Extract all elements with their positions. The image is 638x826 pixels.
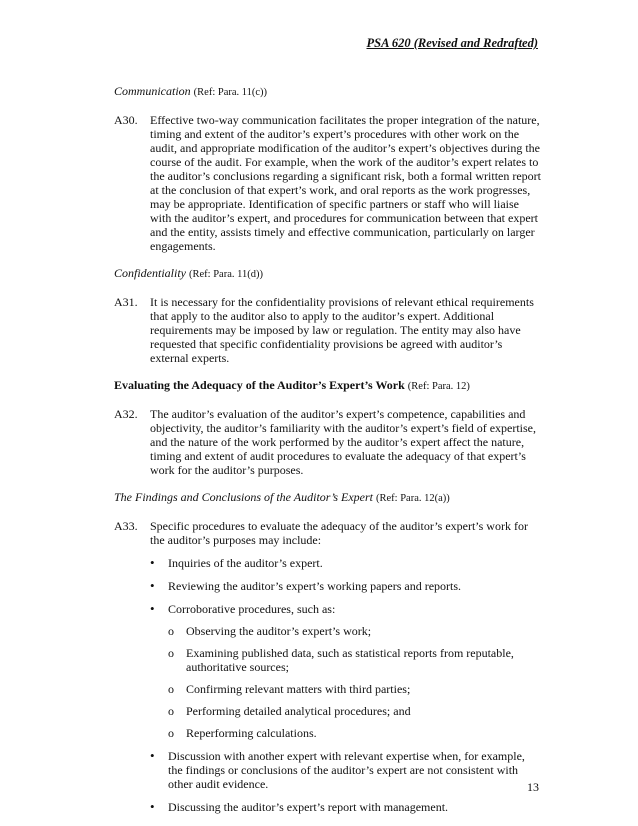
- list-item: [150, 800, 542, 814]
- list-item-text: Corroborative procedures, such as:: [168, 602, 336, 616]
- heading-title: Evaluating the Adequacy of the Auditor’s Expert’s Work: [114, 378, 405, 392]
- section-heading-findings: [114, 490, 542, 506]
- paragraph-a33: [114, 519, 542, 547]
- list-item: [150, 749, 542, 791]
- procedure-list: [150, 556, 542, 814]
- circle-bullet-icon: o: [168, 682, 174, 696]
- sub-list-item-text: Performing detailed analytical procedures; and: [186, 704, 411, 718]
- bullet-icon: •: [150, 578, 155, 593]
- sub-procedure-list: [168, 624, 542, 740]
- paragraph-text: It is necessary for the confidentiality provisions of relevant ethical requirements that apply to the auditor also to apply to the auditor’s expert. Additional requirements may be imposed by law or regulation. The entity may also have requested that specific confidentiality provisions be agreed with auditor’s external experts.: [150, 295, 534, 365]
- bullet-icon: •: [150, 748, 155, 763]
- heading-title: The Findings and Conclusions of the Auditor’s Expert: [114, 490, 374, 504]
- bullet-icon: •: [150, 555, 155, 570]
- circle-bullet-icon: o: [168, 646, 174, 660]
- sub-list-item-text: Reperforming calculations.: [186, 726, 317, 740]
- paragraph-text: The auditor’s evaluation of the auditor’s expert’s competence, capabilities and objectivity, the auditor’s familiarity with the auditor’s expert’s field of expertise, and the nature of the work performed by the auditor’s expert affect the nature, timing and extent of audit procedures to evaluate the adequacy of that expert’s work for the auditor’s purposes.: [150, 407, 537, 477]
- page-header: PSA 620 (Revised and Redrafted): [366, 36, 538, 50]
- circle-bullet-icon: o: [168, 726, 174, 740]
- section-heading-confidentiality: [114, 266, 542, 282]
- list-item: [150, 602, 542, 740]
- sub-list-item-text: Observing the auditor’s expert’s work;: [186, 624, 372, 638]
- list-item: [150, 579, 542, 593]
- sub-list-item: [168, 624, 542, 638]
- sub-list-item-text: Confirming relevant matters with third parties;: [186, 682, 411, 696]
- page-number: 13: [527, 780, 539, 794]
- list-item-text: Inquiries of the auditor’s expert.: [168, 556, 323, 570]
- sub-list-item: [168, 646, 542, 674]
- bullet-icon: •: [150, 601, 155, 616]
- paragraph-number: A32.: [114, 407, 138, 421]
- bullet-icon: •: [150, 799, 155, 814]
- sub-list-item: [168, 704, 542, 718]
- paragraph-number: A30.: [114, 113, 138, 127]
- heading-title: Communication: [114, 84, 191, 98]
- paragraph-a31: [114, 295, 542, 365]
- paragraph-a32: [114, 407, 542, 477]
- circle-bullet-icon: o: [168, 624, 174, 638]
- sub-list-item: [168, 682, 542, 696]
- section-heading-evaluating: [114, 378, 542, 394]
- sub-list-item: [168, 726, 542, 740]
- paragraph-number: A31.: [114, 295, 138, 309]
- heading-title: Confidentiality: [114, 266, 186, 280]
- sub-list-item-text: Examining published data, such as statistical reports from reputable, authoritative sources;: [186, 646, 514, 674]
- section-heading-communication: [114, 84, 542, 100]
- paragraph-text: Effective two-way communication facilitates the proper integration of the nature, timing and extent of the auditor’s expert’s procedures with other work on the audit, and appropriate modification of the auditor’s expert’s objectives during the course of the audit. For example, when the work of the auditor’s expert relates to the auditor’s conclusions regarding a significant risk, both a formal written report at the conclusion of that expert’s work, and oral reports as the work progresses, may be appropriate. Identification of specific partners or staff who will liaise with the auditor’s expert, and procedures for communication between that expert and the entity, assists timely and effective communication, particularly on larger engagements.: [150, 113, 542, 253]
- heading-reference: (Ref: Para. 11(d)): [189, 269, 263, 280]
- paragraph-number: A33.: [114, 519, 138, 533]
- circle-bullet-icon: o: [168, 704, 174, 718]
- heading-reference: (Ref: Para. 11(c)): [193, 87, 268, 98]
- list-item: [150, 556, 542, 570]
- list-item-text: Discussion with another expert with relevant expertise when, for example, the findings or conclusions of the auditor’s expert are not consistent with other audit evidence.: [168, 749, 525, 791]
- heading-reference: (Ref: Para. 12): [407, 381, 470, 392]
- page-content: [114, 84, 542, 814]
- paragraph-text: Specific procedures to evaluate the adequacy of the auditor’s expert’s work for the auditor’s purposes may include:: [150, 519, 528, 547]
- paragraph-a30: [114, 113, 542, 253]
- list-item-text: Discussing the auditor’s expert’s report with management.: [168, 800, 449, 814]
- list-item-text: Reviewing the auditor’s expert’s working papers and reports.: [168, 579, 462, 593]
- heading-reference: (Ref: Para. 12(a)): [376, 493, 450, 504]
